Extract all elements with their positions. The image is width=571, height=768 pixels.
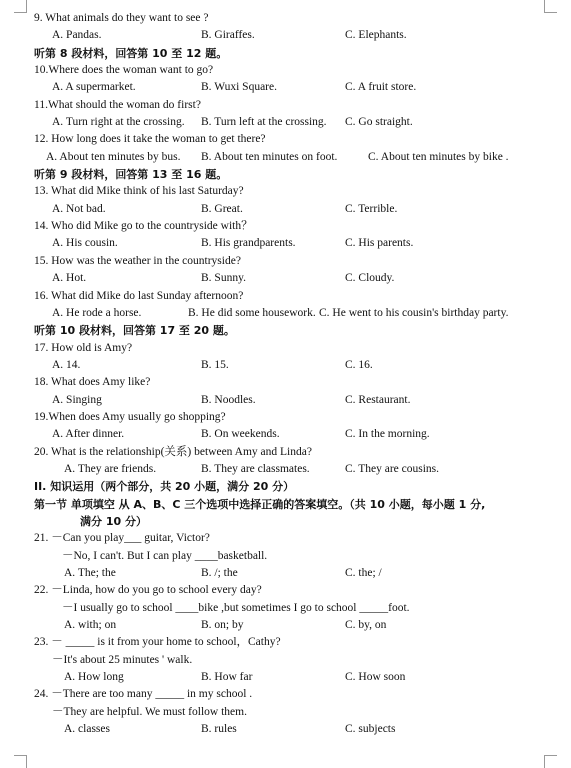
option-b: B. About ten minutes on foot. [201,150,338,163]
question-line [34,10,544,27]
section-heading [34,322,544,339]
answer-options [34,27,544,44]
option-c: C. the; / [345,567,382,579]
question-text: 18. What does Amy like? [34,376,151,389]
question-line [34,686,544,703]
crop-mark-bottom-right [544,755,557,768]
option-a: A. classes [64,723,110,736]
option-b: B. on; by [201,619,244,632]
section-heading [34,478,544,495]
option-a: A. Not bad. [52,202,106,215]
answer-options [34,114,544,131]
question-text: 24. －There are too many _____ in my school . [34,688,253,701]
option-a: A. Turn right at the crossing. [52,116,185,129]
question-line [34,374,544,391]
question-text: 23. － _____ is it from your home to school，Cathy? [34,636,281,649]
option-a: A. Singing [52,393,102,406]
option-b: B. He did some housework. [188,306,316,319]
option-c: C. About ten minutes by bike . [368,150,509,163]
question-line [34,600,544,617]
option-b: B. On weekends. [201,428,280,441]
option-c: C. 16. [345,358,373,371]
question-text: 11.What should the woman do first? [34,98,201,111]
section-heading [34,513,544,530]
option-b: B. 15. [201,358,229,371]
option-a: A. He rode a horse. [52,306,142,319]
question-line [34,634,544,651]
answer-options [34,149,544,166]
question-text: 21. －Can you play___ guitar, Victor? [34,532,210,545]
question-text: －No, I can't. But I can play ____basketball. [62,549,268,562]
section-heading-text: 听第 8 段材料，回答第 10 至 12 题。 [34,46,228,60]
option-b: B. Giraffes. [201,29,255,42]
question-text: 17. How old is Amy? [34,341,133,354]
option-b: B. His grandparents. [201,237,296,250]
option-a: A. with; on [64,619,117,632]
option-b: B. How far [201,671,253,684]
question-text: －They are helpful. We must follow them. [52,705,247,718]
option-a: A. 14. [52,358,81,371]
section-heading [34,496,544,513]
option-c: C. Cloudy. [345,272,395,285]
answer-options [34,721,544,738]
option-a: A. His cousin. [52,237,118,250]
option-a: A. A supermarket. [52,81,136,94]
question-line [34,183,544,200]
question-line [34,218,544,235]
section-heading [34,166,544,183]
option-c: C. A fruit store. [345,81,417,94]
question-line [34,340,544,357]
option-c: C. In the morning. [345,428,430,441]
exam-page-content [34,10,544,738]
option-a: A. After dinner. [52,428,125,441]
option-c: C. Go straight. [345,116,413,129]
question-line [34,444,544,461]
option-b: B. They are classmates. [201,462,310,475]
question-text: －I usually go to school ____bike ,but sometimes I go to school _____foot. [62,601,410,614]
question-text: 14. Who did Mike go to the countryside with？ [34,220,253,233]
question-text: 13. What did Mike think of his last Saturday? [34,185,244,198]
section-heading-text: 听第 9 段材料，回答第 13 至 16 题。 [34,168,228,182]
question-text: 22. －Linda, how do you go to school every day? [34,584,262,597]
question-line [34,704,544,721]
question-text: 20. What is the relationship(关系) between Amy and Linda? [34,445,312,458]
answer-options [34,270,544,287]
crop-mark-top-right [544,0,557,13]
question-text: 15. How was the weather in the countryside? [34,254,241,267]
answer-options [34,201,544,218]
answer-options [34,235,544,252]
question-text: 9. What animals do they want to see ? [34,12,209,24]
question-text: 12. How long does it take the woman to get there? [34,133,266,146]
option-b: B. Wuxi Square. [201,81,277,94]
question-text: 10.Where does the woman want to go? [34,64,214,77]
option-c: C. by, on [345,619,387,632]
section-heading-text: 听第 10 段材料，回答第 17 至 20 题。 [34,324,235,338]
question-line [34,253,544,270]
option-a: A. They are friends. [64,462,157,475]
section-heading [34,45,544,62]
answer-options [34,392,544,409]
option-c: C. His parents. [345,237,414,250]
question-text: 19.When does Amy usually go shopping? [34,410,226,423]
section-heading-text: 满分 10 分） [80,514,147,528]
section-heading-text: 第一节 单项填空 从 A、B、C 三个选项中选择正确的答案填空。（共 10 小题，每小题 1 分, [34,497,486,511]
option-c: C. How soon [345,671,406,684]
option-c: C. They are cousins. [345,462,440,475]
answer-options [34,79,544,96]
question-line [34,582,544,599]
question-line [34,652,544,669]
option-c: C. subjects [345,723,396,736]
option-c: C. Terrible. [345,202,398,215]
question-line [34,97,544,114]
answer-options [34,565,544,582]
option-b: B. Great. [201,202,243,215]
option-b: B. Noodles. [201,393,256,406]
question-line [34,548,544,565]
option-b: B. /; the [201,567,238,579]
answer-options [34,617,544,634]
option-a: A. How long [64,671,124,684]
crop-mark-bottom-left [14,755,27,768]
answer-options [34,426,544,443]
question-line [34,530,544,547]
crop-mark-top-left [14,0,27,13]
option-a: A. About ten minutes by bus. [46,150,181,163]
question-text: －It's about 25 minutes ' walk. [52,653,193,666]
option-a: A. Pandas. [52,29,102,42]
question-line [34,409,544,426]
question-line [34,131,544,148]
question-text: 16. What did Mike do last Sunday afternoon? [34,289,244,302]
option-b: B. rules [201,723,237,736]
answer-options [34,305,544,322]
option-a: A. The; the [64,567,116,579]
section-heading-text: II. 知识运用（两个部分，共 20 小题，满分 20 分） [34,480,295,494]
question-line [34,288,544,305]
answer-options [34,357,544,374]
option-c: C. Restaurant. [345,393,411,406]
option-c: C. He went to his cousin's birthday party. [319,306,509,319]
answer-options [34,461,544,478]
question-line [34,62,544,79]
option-b: B. Turn left at the crossing. [201,116,327,129]
option-b: B. Sunny. [201,272,246,285]
option-c: C. Elephants. [345,29,407,42]
answer-options [34,669,544,686]
option-a: A. Hot. [52,272,87,285]
